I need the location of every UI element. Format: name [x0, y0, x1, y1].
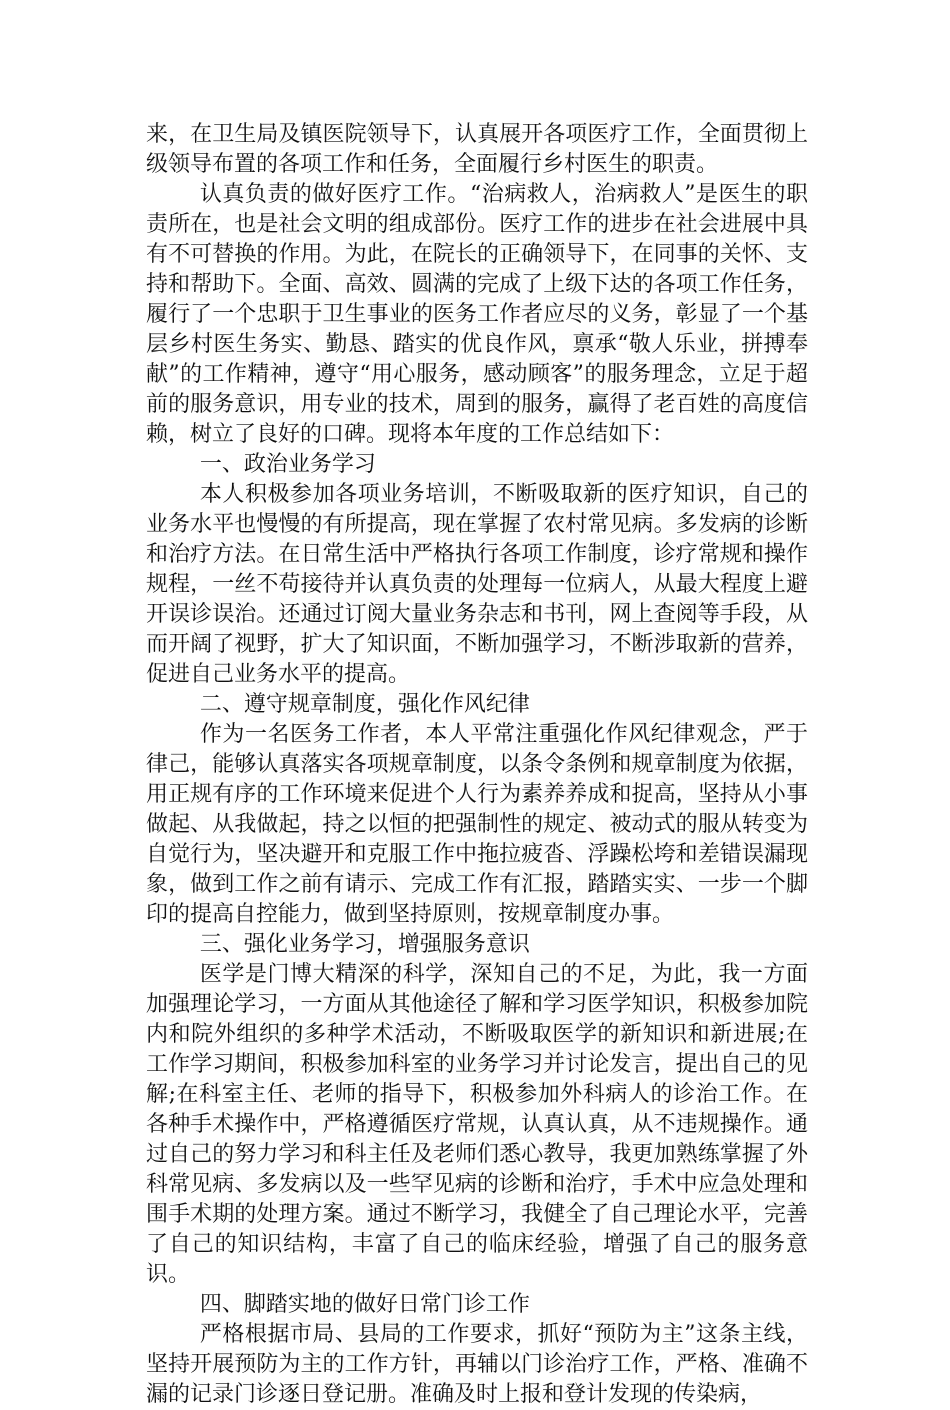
paragraph-political-study: 本人积极参加各项业务培训，不断吸取新的医疗知识，自己的业务水平也慢慢的有所提高，现在掌握了农村常见病。多发病的诊断和治疗方法。在日常生活中严格执行各项工作制度，诊疗常规和操作规程，一丝不苟接待并认真负责的处理每一位病人，从最大程度上避开误诊误治。还通过订阅大量业务杂志和书刊，网上查阅等手段，从而开阔了视野，扩大了知识面，不断加强学习，不断涉取新的营养，促进自己业务水平的提高。 — [146, 482, 808, 687]
document-page — [146, 120, 808, 1410]
paragraph-service-awareness: 医学是门博大精深的科学，深知自己的不足，为此，我一方面加强理论学习，一方面从其他途径了解和学习医学知识，积极参加院内和院外组织的多种学术活动，不断吸取医学的新知识和新进展;在工作学习期间，积极参加科室的业务学习并讨论发言，提出自己的见解;在科室主任、老师的指导下，积极参加外科病人的诊治工作。在各种手术操作中，严格遵循医疗常规，认真认真，从不违规操作。通过自己的努力学习和科主任及老师们悉心教导，我更加熟练掌握了外科常见病、多发病以及一些罕见病的诊断和治疗，手术中应急处理和围手术期的处理方案。通过不断学习，我健全了自己理论水平，完善了自己的知识结构，丰富了自己的临床经验，增强了自己的服务意识。 — [146, 962, 808, 1287]
paragraph-rules-discipline: 作为一名医务工作者，本人平常注重强化作风纪律观念，严于律己，能够认真落实各项规章制度，以条令条例和规章制度为依据，用正规有序的工作环境来促进个人行为素养养成和捉高，坚持从小事做起、从我做起，持之以恒的把强制性的规定、被动式的服从转变为自觉行为，坚决避开和克服工作中拖拉疲沓、浮躁松垮和差错误漏现象，做到工作之前有请示、完成工作有汇报，踏踏实实、一步一个脚印的提高自控能力，做到坚持原则，按规章制度办事。 — [146, 722, 808, 927]
section-heading-service-awareness: 三、强化业务学习，增强服务意识 — [199, 932, 530, 957]
section-heading-outpatient-work: 四、脚踏实地的做好日常门诊工作 — [199, 1292, 530, 1317]
section-heading-political-study: 一、政治业务学习 — [199, 452, 376, 477]
paragraph-outpatient-work: 严格根据市局、县局的工作要求，抓好“预防为主”这条主线，坚持开展预防为主的工作方针，再辅以门诊治疗工作，严格、准确不漏的记录门诊逐日登记册。准确及时上报和登计发现的传染病， — [146, 1322, 808, 1407]
paragraph-medical-work: 认真负责的做好医疗工作。“治病救人，治病救人”是医生的职责所在，也是社会文明的组成部份。医疗工作的进步在社会进展中具有不可替换的作用。为此，在院长的正确领导下，在同事的关怀、支持和帮助下。全面、高效、圆满的完成了上级下达的各项工作任务，履行了一个忠职于卫生事业的医务工作者应尽的义务，彰显了一个基层乡村医生务实、勤恳、踏实的优良作风，禀承“敬人乐业，拼搏奉献”的工作精神，遵守“用心服务，感动顾客”的服务理念，立足于超前的服务意识，用专业的技术，周到的服务，赢得了老百姓的高度信赖，树立了良好的口碑。现将本年度的工作总结如下： — [146, 182, 808, 447]
paragraph-intro-continuation: 来，在卫生局及镇医院领导下，认真展开各项医疗工作，全面贯彻上级领导布置的各项工作和任务，全面履行乡村医生的职责。 — [146, 122, 808, 177]
section-heading-rules-discipline: 二、遵守规章制度，强化作风纪律 — [199, 692, 530, 717]
